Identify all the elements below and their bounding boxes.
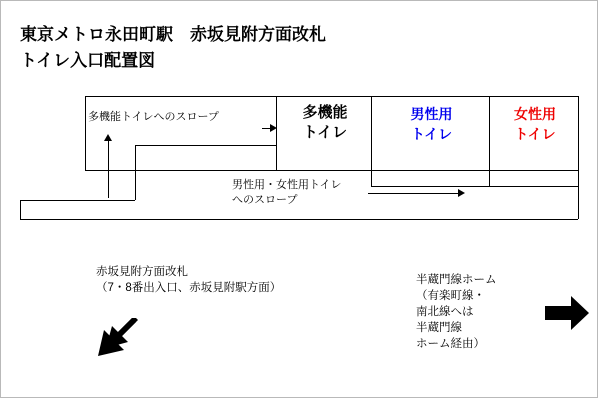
wall-step-h-2 xyxy=(489,186,578,187)
room-label-multipurpose-line2: トイレ xyxy=(302,124,348,141)
room-label-womens xyxy=(493,104,577,144)
wall-corridor-bottom xyxy=(20,219,578,220)
caption-left xyxy=(96,264,281,296)
wall-room-bottom xyxy=(85,170,578,171)
arrow-lower-corridor-line xyxy=(368,193,460,194)
room-label-womens-line2: トイレ xyxy=(514,126,556,142)
page-title-line1: 東京メトロ永田町駅 赤坂見附方面改札 xyxy=(20,25,326,44)
wall-inner-horizontal xyxy=(135,145,276,146)
room-label-mens xyxy=(375,104,488,144)
wall-right-outer xyxy=(578,96,579,219)
arrow-right-icon xyxy=(545,296,589,330)
caption-right xyxy=(416,272,497,352)
note-slope-mens-womens-line2: へのスロープ xyxy=(232,194,298,206)
caption-left-line2: （7・8番出入口、赤坂見附駅方面） xyxy=(96,282,282,294)
arrow-entry-head xyxy=(104,134,112,141)
wall-step-h-1 xyxy=(371,186,489,187)
page-title-line2: トイレ入口配置図 xyxy=(20,51,156,70)
wall-corridor-topleft xyxy=(20,200,135,201)
room-label-multipurpose-line1: 多機能 xyxy=(302,104,348,121)
caption-left-line1: 赤坂見附方面改札 xyxy=(96,266,188,278)
wall-step-1 xyxy=(371,170,372,186)
caption-right-line5: ホーム経由） xyxy=(416,338,485,350)
wall-inner-vertical xyxy=(135,145,136,200)
arrow-lower-corridor-head xyxy=(458,189,465,197)
wall-corridor-left xyxy=(20,200,21,219)
room-label-mens-line2: トイレ xyxy=(410,126,453,142)
room-label-womens-line1: 女性用 xyxy=(514,106,556,122)
arrow-down-left-icon xyxy=(92,318,140,362)
room-label-multipurpose xyxy=(280,103,370,143)
wall-left-rooms xyxy=(85,96,86,170)
wall-inner-vertical-2 xyxy=(276,145,277,170)
note-slope-mens-womens-line1: 男性用・女性用トイレ xyxy=(232,179,342,191)
caption-right-line3: 南北線へは xyxy=(416,306,474,318)
wall-top xyxy=(85,96,578,97)
arrow-entry-line xyxy=(108,140,109,198)
note-slope-mens-womens xyxy=(232,178,341,208)
caption-right-line4: 半蔵門線 xyxy=(416,322,462,334)
note-slope-multipurpose: 多機能トイレへのスロープ xyxy=(88,111,219,123)
wall-partition-3 xyxy=(489,96,490,170)
arrow-multipurpose-head xyxy=(270,124,277,132)
caption-right-line1: 半蔵門線ホーム xyxy=(416,274,497,286)
wall-step-2 xyxy=(489,170,490,186)
caption-right-line2: （有楽町線・ xyxy=(416,290,485,302)
room-label-mens-line1: 男性用 xyxy=(410,106,453,122)
wall-partition-2 xyxy=(371,96,372,170)
